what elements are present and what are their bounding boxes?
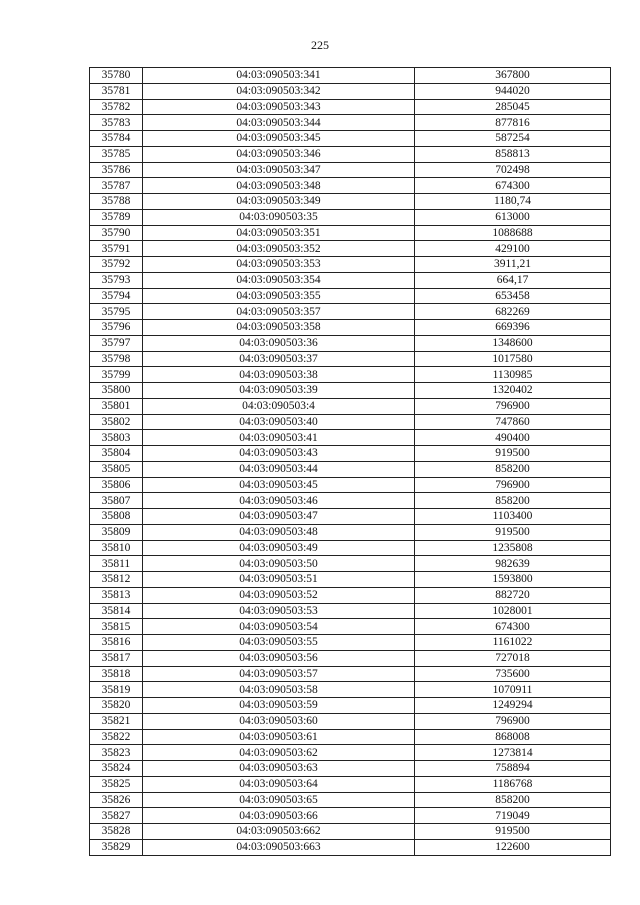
cadastral-number-cell: 04:03:090503:342 bbox=[143, 83, 415, 99]
table-row bbox=[90, 824, 611, 840]
table-row bbox=[90, 351, 611, 367]
cadastral-number-cell: 04:03:090503:61 bbox=[143, 729, 415, 745]
cadastral-value-cell: 1088688 bbox=[415, 225, 611, 241]
table-row bbox=[90, 430, 611, 446]
table-row bbox=[90, 162, 611, 178]
cadastral-number-cell: 04:03:090503:354 bbox=[143, 272, 415, 288]
cadastral-number-cell: 04:03:090503:60 bbox=[143, 713, 415, 729]
row-number-cell: 35821 bbox=[90, 713, 143, 729]
cadastral-value-cell: 919500 bbox=[415, 446, 611, 462]
cadastral-number-cell: 04:03:090503:36 bbox=[143, 335, 415, 351]
table-row bbox=[90, 461, 611, 477]
cadastral-number-cell: 04:03:090503:357 bbox=[143, 304, 415, 320]
row-number-cell: 35785 bbox=[90, 146, 143, 162]
row-number-cell: 35793 bbox=[90, 272, 143, 288]
cadastral-value-cell: 1593800 bbox=[415, 572, 611, 588]
row-number-cell: 35788 bbox=[90, 194, 143, 210]
table-row bbox=[90, 556, 611, 572]
cadastral-value-cell: 735600 bbox=[415, 666, 611, 682]
cadastral-value-cell: 747860 bbox=[415, 414, 611, 430]
table-row bbox=[90, 524, 611, 540]
cadastral-value-cell: 1161022 bbox=[415, 635, 611, 651]
cadastral-number-cell: 04:03:090503:50 bbox=[143, 556, 415, 572]
row-number-cell: 35799 bbox=[90, 367, 143, 383]
cadastral-number-cell: 04:03:090503:4 bbox=[143, 398, 415, 414]
row-number-cell: 35825 bbox=[90, 776, 143, 792]
cadastral-number-cell: 04:03:090503:52 bbox=[143, 587, 415, 603]
cadastral-value-cell: 882720 bbox=[415, 587, 611, 603]
cadastral-number-cell: 04:03:090503:53 bbox=[143, 603, 415, 619]
cadastral-number-cell: 04:03:090503:358 bbox=[143, 320, 415, 336]
cadastral-number-cell: 04:03:090503:349 bbox=[143, 194, 415, 210]
row-number-cell: 35818 bbox=[90, 666, 143, 682]
table-row bbox=[90, 572, 611, 588]
table-row bbox=[90, 540, 611, 556]
table-row bbox=[90, 729, 611, 745]
row-number-cell: 35808 bbox=[90, 509, 143, 525]
cadastral-value-cell: 587254 bbox=[415, 131, 611, 147]
cadastral-value-cell: 858200 bbox=[415, 792, 611, 808]
row-number-cell: 35787 bbox=[90, 178, 143, 194]
cadastral-value-cell: 982639 bbox=[415, 556, 611, 572]
row-number-cell: 35827 bbox=[90, 808, 143, 824]
table-row bbox=[90, 682, 611, 698]
cadastral-value-cell: 727018 bbox=[415, 650, 611, 666]
table-row bbox=[90, 839, 611, 855]
cadastral-value-cell: 367800 bbox=[415, 68, 611, 84]
cadastral-number-cell: 04:03:090503:352 bbox=[143, 241, 415, 257]
cadastral-number-cell: 04:03:090503:37 bbox=[143, 351, 415, 367]
row-number-cell: 35807 bbox=[90, 493, 143, 509]
cadastral-number-cell: 04:03:090503:35 bbox=[143, 209, 415, 225]
cadastral-value-cell: 1130985 bbox=[415, 367, 611, 383]
cadastral-value-cell: 1273814 bbox=[415, 745, 611, 761]
row-number-cell: 35816 bbox=[90, 635, 143, 651]
cadastral-number-cell: 04:03:090503:347 bbox=[143, 162, 415, 178]
cadastral-value-cell: 674300 bbox=[415, 619, 611, 635]
row-number-cell: 35789 bbox=[90, 209, 143, 225]
table-row bbox=[90, 603, 611, 619]
cadastral-number-cell: 04:03:090503:346 bbox=[143, 146, 415, 162]
row-number-cell: 35786 bbox=[90, 162, 143, 178]
cadastral-number-cell: 04:03:090503:49 bbox=[143, 540, 415, 556]
cadastral-number-cell: 04:03:090503:40 bbox=[143, 414, 415, 430]
cadastral-number-cell: 04:03:090503:662 bbox=[143, 824, 415, 840]
cadastral-value-cell: 868008 bbox=[415, 729, 611, 745]
cadastral-number-cell: 04:03:090503:38 bbox=[143, 367, 415, 383]
row-number-cell: 35798 bbox=[90, 351, 143, 367]
cadastral-value-cell: 613000 bbox=[415, 209, 611, 225]
row-number-cell: 35806 bbox=[90, 477, 143, 493]
cadastral-value-cell: 1103400 bbox=[415, 509, 611, 525]
table-row bbox=[90, 83, 611, 99]
cadastral-number-cell: 04:03:090503:348 bbox=[143, 178, 415, 194]
cadastral-value-cell: 490400 bbox=[415, 430, 611, 446]
cadastral-value-cell: 858200 bbox=[415, 461, 611, 477]
row-number-cell: 35822 bbox=[90, 729, 143, 745]
cadastral-number-cell: 04:03:090503:355 bbox=[143, 288, 415, 304]
row-number-cell: 35801 bbox=[90, 398, 143, 414]
cadastral-number-cell: 04:03:090503:344 bbox=[143, 115, 415, 131]
row-number-cell: 35794 bbox=[90, 288, 143, 304]
cadastral-value-table bbox=[89, 67, 611, 856]
cadastral-number-cell: 04:03:090503:353 bbox=[143, 257, 415, 273]
cadastral-number-cell: 04:03:090503:43 bbox=[143, 446, 415, 462]
table-row bbox=[90, 713, 611, 729]
table-row bbox=[90, 477, 611, 493]
table-row bbox=[90, 587, 611, 603]
cadastral-number-cell: 04:03:090503:56 bbox=[143, 650, 415, 666]
row-number-cell: 35795 bbox=[90, 304, 143, 320]
cadastral-value-cell: 3911,21 bbox=[415, 257, 611, 273]
cadastral-number-cell: 04:03:090503:62 bbox=[143, 745, 415, 761]
cadastral-value-cell: 653458 bbox=[415, 288, 611, 304]
cadastral-value-cell: 877816 bbox=[415, 115, 611, 131]
cadastral-value-cell: 285045 bbox=[415, 99, 611, 115]
table-row bbox=[90, 68, 611, 84]
cadastral-value-cell: 796900 bbox=[415, 398, 611, 414]
row-number-cell: 35815 bbox=[90, 619, 143, 635]
cadastral-number-cell: 04:03:090503:41 bbox=[143, 430, 415, 446]
row-number-cell: 35810 bbox=[90, 540, 143, 556]
cadastral-number-cell: 04:03:090503:48 bbox=[143, 524, 415, 540]
cadastral-number-cell: 04:03:090503:44 bbox=[143, 461, 415, 477]
row-number-cell: 35792 bbox=[90, 257, 143, 273]
cadastral-number-cell: 04:03:090503:51 bbox=[143, 572, 415, 588]
table-row bbox=[90, 367, 611, 383]
table-row bbox=[90, 745, 611, 761]
cadastral-value-cell: 1249294 bbox=[415, 698, 611, 714]
cadastral-value-cell: 944020 bbox=[415, 83, 611, 99]
row-number-cell: 35800 bbox=[90, 383, 143, 399]
table-row bbox=[90, 225, 611, 241]
cadastral-value-cell: 1028001 bbox=[415, 603, 611, 619]
table-row bbox=[90, 776, 611, 792]
table-row bbox=[90, 288, 611, 304]
cadastral-number-cell: 04:03:090503:66 bbox=[143, 808, 415, 824]
cadastral-number-cell: 04:03:090503:39 bbox=[143, 383, 415, 399]
row-number-cell: 35813 bbox=[90, 587, 143, 603]
page-number: 225 bbox=[311, 38, 329, 52]
table-row bbox=[90, 761, 611, 777]
row-number-cell: 35811 bbox=[90, 556, 143, 572]
table-row bbox=[90, 792, 611, 808]
cadastral-value-cell: 758894 bbox=[415, 761, 611, 777]
cadastral-value-cell: 1017580 bbox=[415, 351, 611, 367]
table-row bbox=[90, 398, 611, 414]
row-number-cell: 35812 bbox=[90, 572, 143, 588]
table-row bbox=[90, 115, 611, 131]
cadastral-value-cell: 919500 bbox=[415, 824, 611, 840]
table-row bbox=[90, 414, 611, 430]
cadastral-value-cell: 682269 bbox=[415, 304, 611, 320]
cadastral-number-cell: 04:03:090503:59 bbox=[143, 698, 415, 714]
row-number-cell: 35804 bbox=[90, 446, 143, 462]
row-number-cell: 35796 bbox=[90, 320, 143, 336]
row-number-cell: 35826 bbox=[90, 792, 143, 808]
cadastral-value-cell: 796900 bbox=[415, 713, 611, 729]
table-row bbox=[90, 131, 611, 147]
table-row bbox=[90, 272, 611, 288]
cadastral-number-cell: 04:03:090503:663 bbox=[143, 839, 415, 855]
cadastral-number-cell: 04:03:090503:343 bbox=[143, 99, 415, 115]
row-number-cell: 35805 bbox=[90, 461, 143, 477]
cadastral-number-cell: 04:03:090503:341 bbox=[143, 68, 415, 84]
table-row bbox=[90, 383, 611, 399]
row-number-cell: 35780 bbox=[90, 68, 143, 84]
cadastral-value-cell: 1320402 bbox=[415, 383, 611, 399]
table-row bbox=[90, 209, 611, 225]
table-row bbox=[90, 178, 611, 194]
table-row bbox=[90, 257, 611, 273]
row-number-cell: 35803 bbox=[90, 430, 143, 446]
cadastral-number-cell: 04:03:090503:55 bbox=[143, 635, 415, 651]
row-number-cell: 35828 bbox=[90, 824, 143, 840]
cadastral-number-cell: 04:03:090503:47 bbox=[143, 509, 415, 525]
table-row bbox=[90, 146, 611, 162]
table-row bbox=[90, 666, 611, 682]
cadastral-value-cell: 429100 bbox=[415, 241, 611, 257]
cadastral-number-cell: 04:03:090503:45 bbox=[143, 477, 415, 493]
cadastral-number-cell: 04:03:090503:46 bbox=[143, 493, 415, 509]
cadastral-value-cell: 1348600 bbox=[415, 335, 611, 351]
cadastral-number-cell: 04:03:090503:63 bbox=[143, 761, 415, 777]
row-number-cell: 35820 bbox=[90, 698, 143, 714]
row-number-cell: 35814 bbox=[90, 603, 143, 619]
cadastral-number-cell: 04:03:090503:345 bbox=[143, 131, 415, 147]
row-number-cell: 35824 bbox=[90, 761, 143, 777]
table-row bbox=[90, 698, 611, 714]
cadastral-value-cell: 919500 bbox=[415, 524, 611, 540]
cadastral-value-cell: 1070911 bbox=[415, 682, 611, 698]
table-row bbox=[90, 650, 611, 666]
row-number-cell: 35829 bbox=[90, 839, 143, 855]
table-row bbox=[90, 493, 611, 509]
cadastral-value-cell: 1186768 bbox=[415, 776, 611, 792]
cadastral-value-cell: 664,17 bbox=[415, 272, 611, 288]
cadastral-value-cell: 669396 bbox=[415, 320, 611, 336]
table-row bbox=[90, 99, 611, 115]
cadastral-number-cell: 04:03:090503:54 bbox=[143, 619, 415, 635]
table-row bbox=[90, 320, 611, 336]
row-number-cell: 35790 bbox=[90, 225, 143, 241]
cadastral-value-cell: 796900 bbox=[415, 477, 611, 493]
cadastral-value-cell: 719049 bbox=[415, 808, 611, 824]
row-number-cell: 35817 bbox=[90, 650, 143, 666]
table-row bbox=[90, 635, 611, 651]
table-row bbox=[90, 509, 611, 525]
table-row bbox=[90, 808, 611, 824]
table-row bbox=[90, 304, 611, 320]
row-number-cell: 35809 bbox=[90, 524, 143, 540]
cadastral-value-cell: 674300 bbox=[415, 178, 611, 194]
row-number-cell: 35791 bbox=[90, 241, 143, 257]
cadastral-value-cell: 858813 bbox=[415, 146, 611, 162]
cadastral-value-cell: 702498 bbox=[415, 162, 611, 178]
table-row bbox=[90, 194, 611, 210]
cadastral-number-cell: 04:03:090503:58 bbox=[143, 682, 415, 698]
table-row bbox=[90, 619, 611, 635]
cadastral-number-cell: 04:03:090503:65 bbox=[143, 792, 415, 808]
row-number-cell: 35819 bbox=[90, 682, 143, 698]
cadastral-value-cell: 1235808 bbox=[415, 540, 611, 556]
row-number-cell: 35823 bbox=[90, 745, 143, 761]
cadastral-value-cell: 1180,74 bbox=[415, 194, 611, 210]
row-number-cell: 35797 bbox=[90, 335, 143, 351]
row-number-cell: 35782 bbox=[90, 99, 143, 115]
row-number-cell: 35802 bbox=[90, 414, 143, 430]
table-row bbox=[90, 241, 611, 257]
cadastral-number-cell: 04:03:090503:57 bbox=[143, 666, 415, 682]
row-number-cell: 35781 bbox=[90, 83, 143, 99]
table-body bbox=[90, 68, 611, 856]
table-row bbox=[90, 335, 611, 351]
cadastral-number-cell: 04:03:090503:351 bbox=[143, 225, 415, 241]
cadastral-value-cell: 858200 bbox=[415, 493, 611, 509]
row-number-cell: 35784 bbox=[90, 131, 143, 147]
table-row bbox=[90, 446, 611, 462]
cadastral-value-cell: 122600 bbox=[415, 839, 611, 855]
cadastral-number-cell: 04:03:090503:64 bbox=[143, 776, 415, 792]
row-number-cell: 35783 bbox=[90, 115, 143, 131]
